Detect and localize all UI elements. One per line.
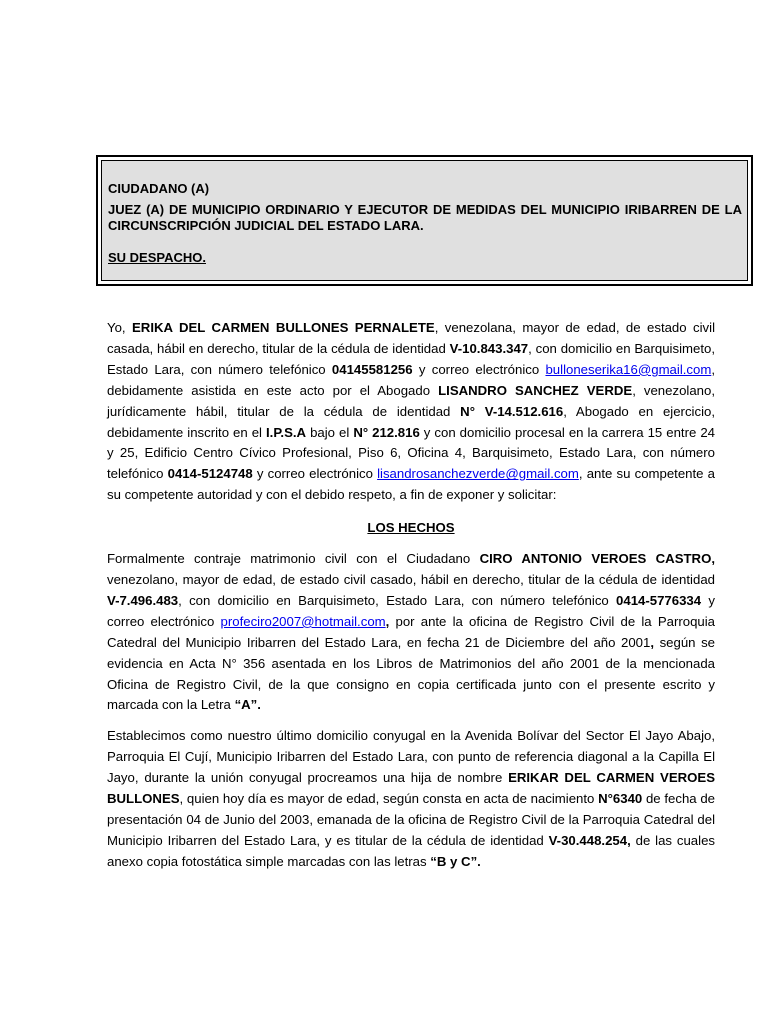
paragraph-domicile <box>107 726 715 872</box>
spouse-phone: 0414-5776334 <box>616 592 702 608</box>
addressee-line-judge: JUEZ (A) DE MUNICIPIO ORDINARIO Y EJECUTOR DE MEDIDAS DEL MUNICIPIO IRIBARREN DE LA CIRCUNSCRIPCIÓN JUDICIAL DEL ESTADO LARA. <box>108 202 742 233</box>
addressee-box <box>96 155 753 286</box>
text: , venezolana, mayor de edad, de estado civil casada, hábil en derecho, titular de la cédula de identidad <box>107 320 716 356</box>
section-title-facts: LOS HECHOS <box>367 520 455 536</box>
text: y con domicilio procesal en la carrera 15 entre 24 y 25, Edificio Centro Cívico Profesional, Piso 6, Oficina 4, Barquisimeto, Estado Lara, con número telefónico <box>107 424 715 482</box>
exhibit-letters-bc: “B y C”. <box>430 853 481 869</box>
text: Formalmente contraje matrimonio civil con el Ciudadano <box>107 551 480 567</box>
text: de fecha de presentación 04 de Junio del 2003, emanada de la oficina de Registro Civil de la Parroquia Catedral del Municipio Iribarren del Estado Lara, y es titular de la cédula de identidad <box>107 791 715 848</box>
text: venezolano, mayor de edad, de estado civil casado, hábil en derecho, titular de la cédula de identidad <box>107 571 715 587</box>
text: y correo electrónico <box>252 466 378 482</box>
text: , <box>385 613 390 629</box>
spouse-id: V-7.496.483 <box>107 592 179 608</box>
text: Establecimos como nuestro último domicilio conyugal en la Avenida Bolívar del Sector El Jayo Abajo, Parroquia El Cují, Municipio Iribarren del Estado Lara, con punto de referencia diagonal a la Capilla El Jayo, durante la unión conyugal procreamos una hija de nombre <box>107 728 715 786</box>
lawyer-phone: 0414-5124748 <box>167 466 253 482</box>
petitioner-name: ERIKA DEL CARMEN BULLONES PERNALETE <box>132 320 435 335</box>
text: , con domicilio en Barquisimeto, Estado Lara, con número telefónico <box>107 340 715 377</box>
petitioner-id: V-10.843.347 <box>449 340 529 356</box>
lawyer-id: N° V-14.512.616 <box>460 403 564 419</box>
text: , Abogado en ejercicio, debidamente inscrito en el <box>107 403 715 440</box>
text: , debidamente asistida en este acto por el Abogado <box>107 361 715 398</box>
addressee-line-citizen: CIUDADANO (A) <box>108 181 210 196</box>
text: , ante su competente a su competente autoridad y con el debido respeto, a fin de exponer y solicitar: <box>107 466 716 503</box>
text: , quien hoy día es mayor de edad, según consta en acta de nacimiento <box>179 791 599 807</box>
text: Yo, <box>107 320 133 335</box>
text: y correo electrónico <box>107 592 715 629</box>
text: , con domicilio en Barquisimeto, Estado Lara, con número telefónico <box>178 592 617 608</box>
paragraph-marriage <box>107 549 715 716</box>
text: según se evidencia en Acta N° 356 asentada en los Libros de Matrimonios del año 2001 de la mencionada Oficina de Registro Civil, de la que consigno en copia certificada junto con el presente escrito y marcada con la Letra <box>107 634 716 713</box>
text: y correo electrónico <box>412 361 546 377</box>
birth-record-number: N°6340 <box>598 791 643 807</box>
exhibit-letter-a: “A”. <box>234 697 261 713</box>
text: , venezolano, jurídicamente hábil, titular de la cédula de identidad <box>107 382 715 419</box>
daughter-id: V-30.448.254, <box>548 832 631 848</box>
lawyer-email-link[interactable]: lisandrosanchezverde@gmail.com <box>377 466 579 482</box>
lawyer-name: LISANDRO SANCHEZ VERDE <box>438 382 633 398</box>
daughter-name: ERIKAR DEL CARMEN VEROES BULLONES <box>107 770 715 807</box>
text: , <box>650 634 655 650</box>
paragraph-intro <box>107 318 715 506</box>
spouse-name: CIRO ANTONIO VEROES CASTRO, <box>479 551 715 567</box>
text: de las cuales anexo copia fotostática simple marcadas con las letras <box>107 832 715 869</box>
petitioner-email-link[interactable]: bulloneserika16@gmail.com <box>545 361 712 377</box>
text: por ante la oficina de Registro Civil de la Parroquia Catedral del Municipio Iribarren del Estado Lara, en fecha 21 de Diciembre del año 2001 <box>107 613 715 650</box>
text: bajo el <box>306 424 354 440</box>
petitioner-phone: 04145581256 <box>331 361 413 377</box>
document-body <box>107 318 715 873</box>
ipsa-label: I.P.S.A <box>266 424 307 440</box>
addressee-box-inner <box>101 160 748 281</box>
spouse-email-link[interactable]: profeciro2007@hotmail.com <box>220 613 386 629</box>
ipsa-number: N° 212.816 <box>353 424 420 440</box>
addressee-line-office: SU DESPACHO. <box>108 250 206 265</box>
